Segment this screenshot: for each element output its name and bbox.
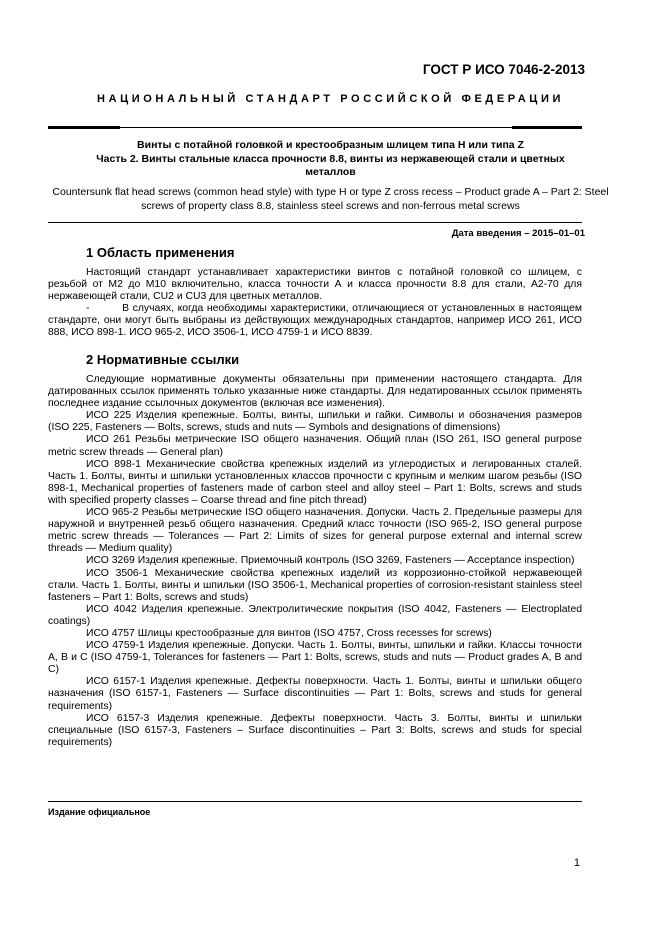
introduction-date: Дата введения – 2015–01–01 <box>451 228 585 239</box>
official-publication-label: Издание официальное <box>48 807 151 817</box>
section1-para-1: - В случаях, когда необходимы характеристики, отличающиеся от установленных в настоящем стандарте, они могут быть выбраны из действующих международных стандартов, например ИСО 261, ИСО 888, ИСО 898-1. ИСО 965-2, ИСО 3506-1, ИСО 4759-1 и ИСО 8839. <box>48 303 582 339</box>
header-rule-right <box>512 126 582 129</box>
section1-para-0: Настоящий стандарт устанавливает характеристики винтов с потайной головкой со шлицем, с резьбой от M2 до M10 включительно, класса точности А и класса прочности 8.8 для стали, A2-70 для нержавеющей стали, CU2 и CU3 для цветных металлов. <box>48 267 582 303</box>
footer-divider <box>48 801 582 802</box>
reference-iso-6157-1: ИСО 6157-1 Изделия крепежные. Дефекты поверхности. Часть 1. Болты, винты и шпильки общего назначения (ISO 6157-1, Fasteners — Surface discontinuities — Part 1: Bolts, screws and studs for general requirements) <box>48 676 582 712</box>
title-russian <box>52 139 609 180</box>
section1-body <box>48 267 582 340</box>
national-standard-heading: НАЦИОНАЛЬНЫЙ СТАНДАРТ РОССИЙСКОЙ ФЕДЕРАЦИИ <box>97 93 564 105</box>
page-number: 1 <box>573 857 580 869</box>
reference-iso-4759-1: ИСО 4759-1 Изделия крепежные. Допуски. Часть 1. Болты, винты, шпильки и гайки. Классы точности А, В и С (ISO 4759-1, Tolerances for fasteners — Part 1: Bolts, screws, studs and nuts — Product grades A, B and C) <box>48 640 582 676</box>
reference-iso-4042: ИСО 4042 Изделия крепежные. Электролитические покрытия (ISO 4042, Fasteners — Electroplated coatings) <box>48 603 582 627</box>
title-ru-line1: Винты с потайной головкой и крестообразным шлицем типа H или типа Z <box>137 139 524 151</box>
reference-iso-3506-1: ИСО 3506-1 Механические свойства крепежных изделий из коррозионно-стойкой нержавеющей стали. Часть 1. Болты, винты и шпильки (ISO 3506-1, Mechanical properties of corrosion-resistant stainless steel fasteners – Part 1: Bolts, screws and studs) <box>48 567 582 603</box>
reference-para-0: Следующие нормативные документы обязательны при применении настоящего стандарта. Для датированных ссылок применять только указанные ниже стандарты. Для недатированных ссылок применять последнее издание ссылочных документов (включая все изменения). <box>48 374 582 410</box>
title-divider <box>48 222 582 223</box>
section2-heading: 2 Нормативные ссылки <box>86 352 240 367</box>
reference-iso-965-2: ИСО 965-2 Резьбы метрические ISO общего назначения. Допуски. Часть 2. Предельные размеры для наружной и внутренней резьб общего назначения. Средний класс точности (ISO 965-2, ISO general purpose metric screw threads — Tolerances — Part 2: Limits of sizes for general purpose external and internal screw threads — Medium quality) <box>48 507 582 555</box>
reference-iso-3269: ИСО 3269 Изделия крепежные. Приемочный контроль (ISO 3269, Fasteners — Acceptance inspection) <box>86 555 575 567</box>
reference-iso-898-1: ИСО 898-1 Механические свойства крепежных изделий из углеродистых и легированных сталей. Часть 1. Болты, винты и шпильки установленных классов прочности с крупным и мелким шагом резьбы (ISO 898-1, Mechanical properties of fasteners made of carbon steel and alloy steel – Part 1: Bolts, screws and studs with specified property classes – Coarse thread and fine pitch thread) <box>48 458 582 506</box>
reference-iso-4757: ИСО 4757 Шлицы крестообразные для винтов (ISO 4757, Cross recesses for screws) <box>86 627 492 639</box>
section1-heading: 1 Область применения <box>86 245 235 260</box>
header-rule-left <box>48 126 120 129</box>
section2-body <box>48 374 582 749</box>
header-rule-thin <box>120 127 512 128</box>
reference-iso-261: ИСО 261 Резьбы метрические ISO общего назначения. Общий план (ISO 261, ISO general purpose metric screw threads — General plan) <box>48 434 582 458</box>
title-english: Countersunk flat head screws (common head style) with type H or type Z cross recess – Product grade A – Part 2: Steel screws of property class 8.8, stainless steel screws and non-ferrous metal screws <box>52 186 609 212</box>
title-ru-line2: Часть 2. Винты стальные класса прочности 8.8, винты из нержавеющей стали и цветных металлов <box>96 152 565 178</box>
standard-number: ГОСТ Р ИСО 7046-2-2013 <box>422 62 585 77</box>
reference-iso-225: ИСО 225 Изделия крепежные. Болты, винты, шпильки и гайки. Символы и обозначения размеров (ISO 225, Fasteners — Bolts, screws, studs and nuts — Symbols and designations of dimensions) <box>48 410 582 434</box>
reference-iso-6157-3: ИСО 6157-3 Изделия крепежные. Дефекты поверхности. Часть 3. Болты, винты и шпильки специальные (ISO 6157-3, Fasteners – Surface discontinuities – Part 3: Bolts, screws and studs for special requirements) <box>48 712 582 748</box>
